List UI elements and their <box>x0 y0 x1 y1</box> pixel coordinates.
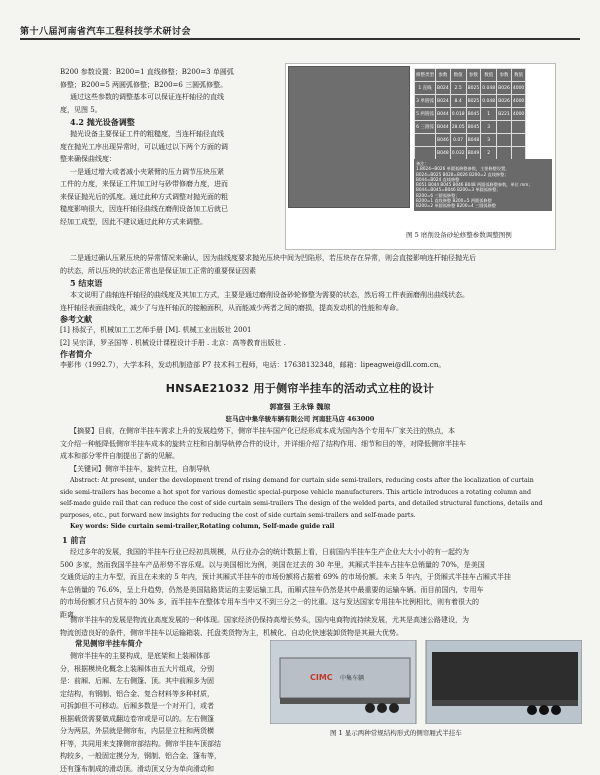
text-line: 成本和部分零件自制提出了新的见解。 <box>60 450 585 463</box>
table-cell: B026 <box>497 95 512 108</box>
brand-logo: CIMC <box>310 673 333 682</box>
text-line: 修整；B200=5 两圆弧修整；B200=6 三圆弧修整。 <box>60 79 260 92</box>
figure-5 <box>285 63 556 250</box>
text-line: 物流创造良好的条件，侧帘半挂车以运输箱装、托盘类货物为主，机械化、自动化快速装卸货物是其最大优势。 <box>60 627 585 640</box>
reference-item: [2] 吴宗泽，罗圣国等 . 机械设计课程设计手册 . 北京：高等教育出版社 . <box>60 337 580 350</box>
text-line: 二是通过确认压紧压块的异常情况来确认，因为曲线度要求抛光压块中间为凹陷形，若压块存在异常，则会直接影响连杆轴径抛光后 <box>60 252 580 265</box>
text-line: 分，根据模块化概念上装厢体由五大片组成，分别 <box>60 663 265 676</box>
text-line: 度，见图 5。 <box>60 104 260 117</box>
abstract-en <box>60 475 585 533</box>
note-line: B051 B044 B045 B046 B048 两圆弧修整参数，单位 mm； <box>416 182 550 187</box>
note-line: B044=B024 直线修整 <box>416 177 550 182</box>
text-line: 来保证抛光后的弧度。通过此种方式调整对抛光面的粗 <box>60 191 265 204</box>
chassis-left <box>280 698 410 704</box>
table-header-cell: 数值 <box>481 69 497 82</box>
article-affiliation: 驻马店中集华骏车辆有限公司 河南驻马店 463000 <box>0 414 600 423</box>
text-line: 分为两层，外层就是侧帘布，内层是立柱和两货横 <box>60 725 265 738</box>
text-line: Abstract: At present, under the development trend of rising demand for curtain side semi-trailers, reducing costs after the localization of curtain <box>60 475 585 487</box>
table-row <box>415 69 526 82</box>
text-line: 交通货运的主力车型，而且在未来的 5 年内，预计其厢式半挂车的市场份额将占据着 69% 的市场份额。未来 5 年内，于货厢式半挂车占厢式半挂 <box>60 571 585 584</box>
figure-5-caption: 图 5 磨削设备砂轮修整参数调整图例 <box>406 230 512 239</box>
text-line: 是：前厢、后厢、左右侧篷、顶。其中前厢多为固 <box>60 675 265 688</box>
text-line: 李影伟（1992.7），大学本科，发动机制造部 P7 技术科工程师，电话：17638132348，邮箱：lipeagwei@dll.com.cn。 <box>60 359 580 372</box>
table-cell: 1 <box>481 108 497 121</box>
table-cell: B025 <box>466 82 481 95</box>
table-cell <box>415 134 436 147</box>
text-line: side semi-trailers has become a hot spot for various domestic special-purpose vehicle manufacturers. This article introduces a rotating column and <box>60 487 585 499</box>
note-line: B200=1 直线修整 B200=5 两圆弧修整 <box>416 198 550 203</box>
table-cell: B045 <box>466 121 481 134</box>
table-cell: B045 <box>466 108 481 121</box>
text-line: 【摘要】目前，在侧帘半挂车需求上升的发展趋势下，侧帘半挂车国产化已经形成本成为国内各个专用车厂家关注的热点，本 <box>60 425 585 438</box>
table-header-cell: 参数 <box>466 69 481 82</box>
references-list <box>60 324 580 349</box>
header-rule <box>20 38 580 40</box>
table-cell <box>511 147 525 160</box>
text-line: 文介绍一种能降低侧帘半挂车成本的旋转立柱和自制导轨停合件的设计，并详细介绍了结构作用、细节和目的等，对降低侧帘半挂车 <box>60 438 585 451</box>
table-cell: 4000 <box>511 108 525 121</box>
wheel-icon <box>389 703 399 713</box>
section-1b <box>60 614 585 639</box>
table-cell: 8.4 <box>450 95 466 108</box>
text-line: 通过这些参数的调整基本可以保证连杆轴径的直线 <box>60 91 260 104</box>
table-header-cell: 数值 <box>450 69 466 82</box>
author-bio <box>60 359 580 372</box>
article-title: HNSAE21032 用于侧帘半挂车的活动式立柱的设计 <box>0 380 600 396</box>
text-line: 一是通过增大或者减小夹紧臂的压力调节压块压紧 <box>60 166 265 179</box>
table-header-cell: 参数 <box>497 69 512 82</box>
table-cell: B024 <box>436 95 451 108</box>
table-cell: B048 <box>436 147 451 160</box>
author-heading: 作者简介 <box>60 348 92 360</box>
note-line: 1.B024~B026 单圆弧修整参数，主要修整设置， <box>416 166 550 171</box>
text-line: 经过多年的发展，我国的半挂车行业已经初具规模，从行业办会的统计数据上看，日前国内半挂车生产企业大大小小的有一起约为 <box>60 546 585 559</box>
section-intro <box>60 650 265 775</box>
table-cell: B044 <box>436 108 451 121</box>
table-cell: 0.032 <box>450 147 466 160</box>
note-line: B024=B025 B028=B026 B200=2 直线修整； <box>416 172 550 177</box>
keywords-en: Key words: Side curtain semi-trailer,Rotating column, Self-made guide rail <box>60 521 585 533</box>
heading-4-2: 4.2 抛光设备调整 <box>70 116 135 128</box>
text-line: 连杆轴径表面曲线化，减少了与连杆轴瓦的接触面积，从而能减少两者之间的磨损，提高发动机的性能和寿命。 <box>60 302 580 315</box>
table-row <box>415 82 526 95</box>
table-cell: B044 <box>436 121 451 134</box>
text-line: self-made guide rail that can reduce the cost of side curtain semi-trailers The design of the welded parts, and detailed structural functions, details and <box>60 498 585 510</box>
wheel-icon <box>377 703 387 713</box>
truck-photos <box>270 640 582 724</box>
table-cell: 3 <box>481 121 497 134</box>
table-cell <box>511 134 525 147</box>
note-line: B044=B045=B046 B200=3 单圆弧修整； <box>416 187 550 192</box>
screenshot-thumbnail <box>288 66 410 208</box>
text-line: 的市场份额才只占贸车的 30% 多，而半挂车在整体专用车当中又不到三分之一的比重。这与发达国家专用挂车比例相比，则有着很大的 <box>60 596 585 609</box>
text-line: 车总销量的 76.6%，呈上升趋势，仍然是美国陆路货运的主要运输工具，而厢式挂车仍然是其中最重要的运输车辆。而目前国内，专用车 <box>60 584 585 597</box>
table-cell: 0.048 <box>481 95 497 108</box>
table-row <box>415 147 526 160</box>
text-line: 经加工成型，因此不建议通过此种方式来调整。 <box>60 216 265 229</box>
table-cell <box>497 121 512 134</box>
table-cell: 6 三圆弧 <box>415 121 436 134</box>
text-line: 还有篷布制成的滑动顶。滑动顶又分为单向滑动和 <box>60 763 265 775</box>
figure-1 <box>270 640 582 738</box>
table-cell: B049 <box>466 147 481 160</box>
sub-heading: 常见侧帘半挂车简介 <box>75 638 143 650</box>
section-a <box>60 66 260 116</box>
trailer-curtain-right <box>432 652 578 700</box>
section-1 <box>60 546 585 621</box>
section-5 <box>60 289 580 314</box>
table-cell: 2 <box>481 147 497 160</box>
table-cell: B221 <box>497 108 512 121</box>
table-cell: 0.048 <box>481 82 497 95</box>
text-line: 定结构，有钢制、铝合金、复合材料等多种材质， <box>60 688 265 701</box>
table-row <box>415 134 526 147</box>
table-row <box>415 95 526 108</box>
table-cell <box>511 121 525 134</box>
text-line: 工件的力度，来保证工件加工时与砂带修磨力度，进而 <box>60 178 265 191</box>
table-cell: 0.018 <box>450 108 466 121</box>
text-line: 距离。 <box>60 609 585 622</box>
table-cell: B046 <box>436 134 451 147</box>
table-row <box>415 121 526 134</box>
text-line: 抛光设备主要保证工件的粗糙度，当连杆轴径直线 <box>60 128 265 141</box>
table-header-cell: 参数 <box>436 69 451 82</box>
wheel-icon <box>365 703 375 713</box>
text-line: 侧帘半挂车的发展是物流业高度发展的一种体现。国家经济仍保持高增长势头，国内电商物流持续发展，尤其是高速公路建设，为 <box>60 614 585 627</box>
wheel-icon <box>551 705 561 715</box>
note-line: 备注： <box>416 161 550 166</box>
table-cell: 2.5 <box>450 82 466 95</box>
heading-1: 1 前言 <box>62 534 86 546</box>
table-row <box>415 108 526 121</box>
table-header-cell: 修整类型 <box>415 69 436 82</box>
text-line: 糙度影响很大，因连杆轴径曲线在磨削设备加工后就已 <box>60 203 265 216</box>
text-line: 根据载货需要做成翻边卷帘或是可以的。左右侧篷 <box>60 713 265 726</box>
section-b <box>60 252 580 277</box>
table-cell <box>497 134 512 147</box>
section-4-2 <box>60 128 265 228</box>
text-line: 度在抛光工序出现异常时，可以通过以下两个方面的调 <box>60 141 265 154</box>
text-line: 的状态，所以压块的状态正常也是保证加工正常的重要保证因素 <box>60 265 580 278</box>
table-cell <box>497 147 512 160</box>
table-cell: 28.05 <box>450 121 466 134</box>
table-cell: B026 <box>497 82 512 95</box>
table-cell <box>415 147 436 160</box>
article-authors: 郭富强 王永锋 魏琼 <box>0 402 600 412</box>
text-line: 可拆卸但不可移动。后厢多数是一个对开门，或者 <box>60 700 265 713</box>
table-header-cell: 数值 <box>511 69 525 82</box>
heading-5: 5 结束语 <box>70 277 102 289</box>
table-cell: 4000 <box>511 95 525 108</box>
note-line: B200=2 单圆弧修整 B200=4 三圆弧修整 <box>416 203 550 208</box>
reference-item: [1] 杨叔子，机械加工工艺师手册 [M]. 机械工业出版社 2001 <box>60 324 580 337</box>
keywords-cn: 【关键词】侧帘半挂车，旋转立柱，自制导轨 <box>60 463 585 476</box>
table-cell: 3 <box>481 134 497 147</box>
text-line: 整来确保曲线度： <box>60 153 265 166</box>
table-cell: 5 两圆弧 <box>415 108 436 121</box>
journal-header: 第十八届河南省汽车工程科技学术研讨会 <box>20 24 191 37</box>
text-line: 杆等，共同用来支撑侧帘部结构。侧帘半挂车顶部结 <box>60 738 265 751</box>
references-heading: 参考文献 <box>60 313 92 325</box>
table-notes <box>414 159 552 211</box>
text-line: B200 参数设置：B200=1 直线修整；B200=3 单圆弧 <box>60 66 260 79</box>
text-line: 侧帘半挂车的主要构成，是底架和上装厢体部 <box>60 650 265 663</box>
brand-subtext: 中集车辆 <box>340 674 364 682</box>
table-cell: B024 <box>436 82 451 95</box>
text-line: 构较多，一般固定摸分为，钢制、铝合金、篷布等， <box>60 750 265 763</box>
text-line: 本文说明了曲轴连杆轴径的曲线度及其加工方式，主要是通过磨削设备砂轮修整为需要的状态，然后将工件表面磨削出曲线状态。 <box>60 289 580 302</box>
wheel-icon <box>539 705 549 715</box>
table-cell: 0.07 <box>450 134 466 147</box>
wheel-icon <box>527 705 537 715</box>
table-cell: 4000 <box>511 82 525 95</box>
figure-1-caption: 图 1 显示两种常规结构形式的侧帘厢式半挂车 <box>330 728 462 737</box>
table-cell: 1 直线 <box>415 82 436 95</box>
table-cell: B025 <box>466 95 481 108</box>
text-line: purposes, etc., put forward new insights for reducing the cost of side curtain semi-trailers and self-made parts. <box>60 510 585 522</box>
abstract-cn <box>60 425 585 475</box>
text-line: 500 多家，然而我国半挂车产品形势不容乐观。以与美国相比为例，美国在过去的 30 年里，其厢式半挂车占挂车总销量的 70%，是美国 <box>60 559 585 572</box>
table-cell: 3 单圆弧 <box>415 95 436 108</box>
note-line: B200=6 三圆弧修整； <box>416 193 550 198</box>
parameter-table <box>414 68 526 160</box>
table-cell: B048 <box>466 134 481 147</box>
